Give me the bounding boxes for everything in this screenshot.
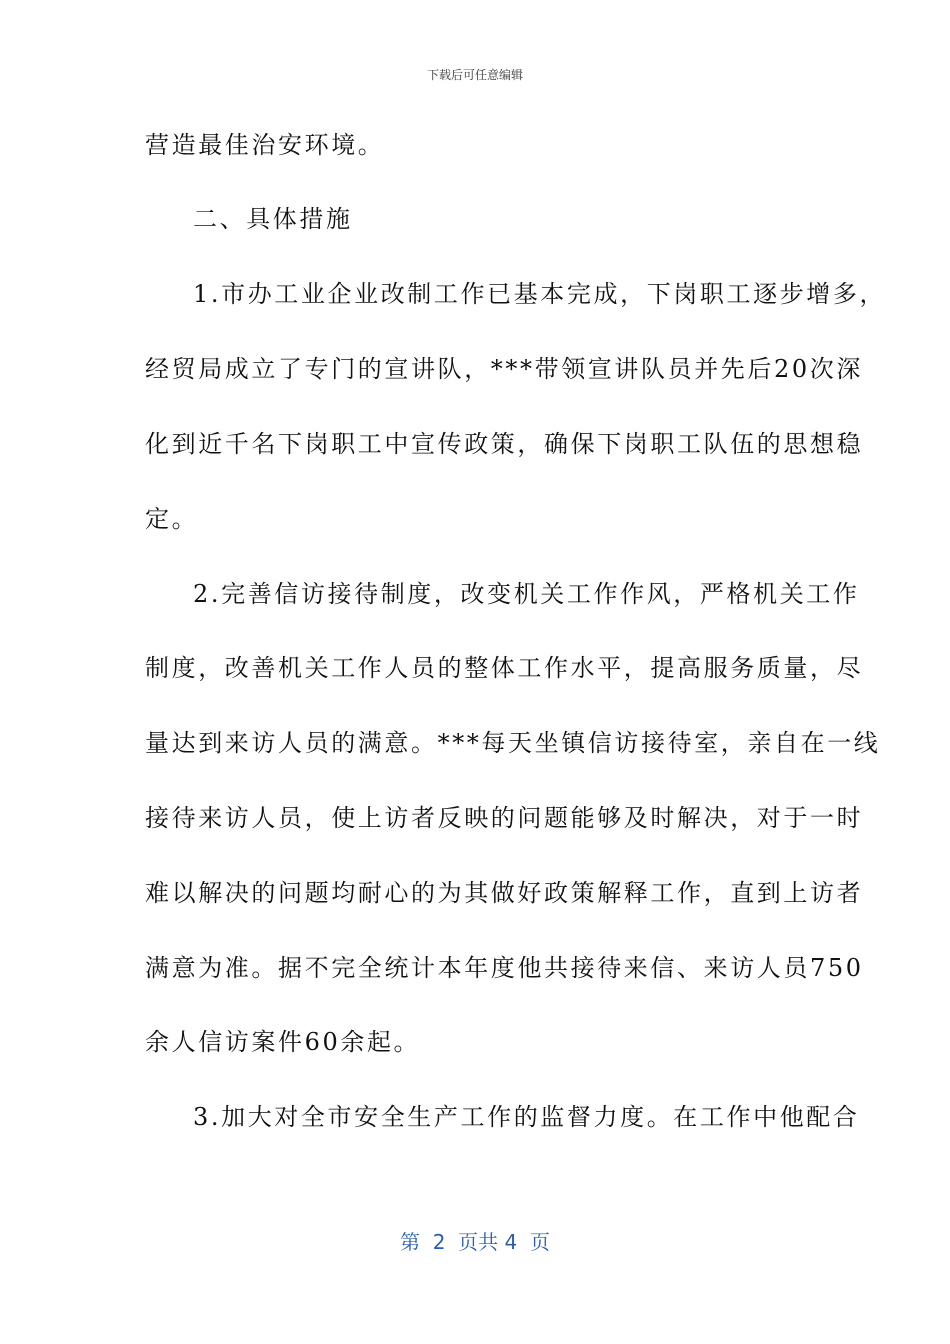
paragraph-line: 定。 [145, 505, 199, 533]
page-header-note: 下载后可任意编辑 [426, 68, 523, 82]
paragraph-line: 接待来访人员，使上访者反映的问题能够及时解决，对于一时 [145, 804, 864, 832]
section-heading: 二、具体措施 [193, 205, 353, 233]
paragraph-line: 1.市办工业企业改制工作已基本完成，下岗职工逐步增多， [193, 280, 887, 308]
paragraph-line: 3.加大对全市安全生产工作的监督力度。在工作中他配合 [193, 1103, 860, 1131]
paragraph-line: 难以解决的问题均耐心的为其做好政策解释工作，直到上访者 [145, 879, 864, 907]
paragraph-line: 满意为准。据不完全统计本年度他共接待来信、来访人员750 [145, 954, 864, 982]
paragraph-line: 制度，改善机关工作人员的整体工作水平，提高服务质量，尽 [145, 654, 864, 682]
paragraph-line: 2.完善信访接待制度，改变机关工作作风，严格机关工作 [193, 580, 860, 608]
paragraph-line: 余人信访案件60余起。 [145, 1028, 421, 1056]
paragraph-line: 化到近千名下岗职工中宣传政策，确保下岗职工队伍的思想稳 [145, 430, 864, 458]
paragraph-line: 营造最佳治安环境。 [145, 131, 385, 159]
paragraph-line: 经贸局成立了专门的宣讲队，***带领宣讲队员并先后20次深 [145, 355, 863, 383]
page-number-footer: 第 2 页共 4 页 [400, 1230, 550, 1254]
paragraph-line: 量达到来访人员的满意。***每天坐镇信访接待室，亲自在一线 [145, 729, 881, 757]
